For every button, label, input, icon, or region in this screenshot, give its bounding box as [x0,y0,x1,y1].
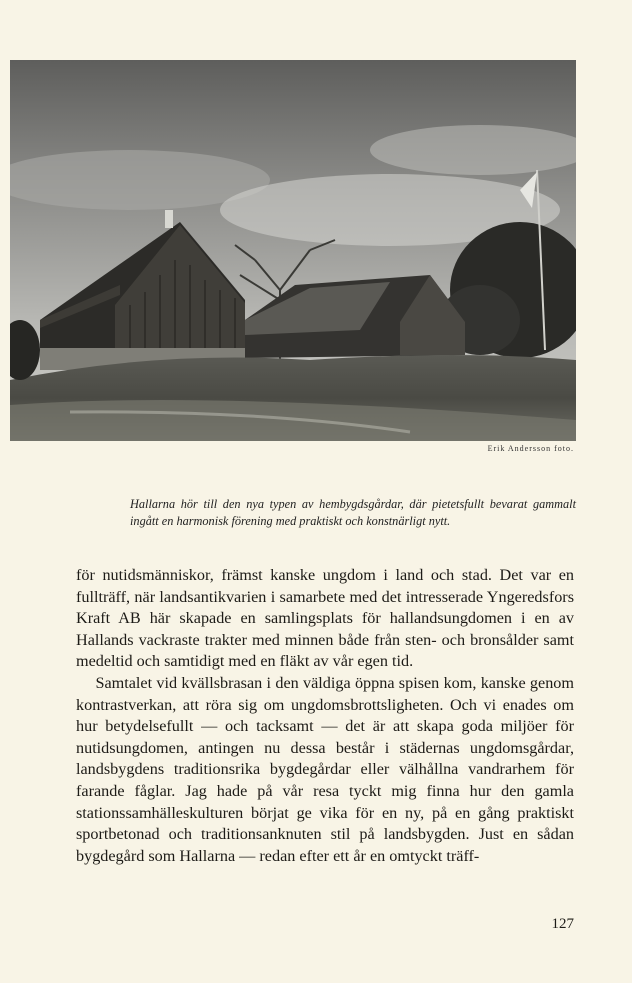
paragraph-1: för nutidsmänniskor, främst kanske ungdom i land och stad. Det var en fullträff, när landsantikvarien i samarbete med det intresserade Yngeredsfors Kraft AB här skapade en samlingsplats för hallandsungdomen i en av Hallands vackraste trakter med minnen både från sten- och bronsålder samt medeltid och samtidigt med en fläkt av vår egen tid. [76,566,574,671]
photo-caption: Hallarna hör till den nya typen av hembygdsgårdar, där pietetsfullt bevarat gammalt ingått en harmonisk förening med praktiskt och konstnärligt nytt. [130,497,576,529]
farmhouse-photo [10,60,576,441]
page-number: 127 [551,916,574,932]
farmhouse-photo-drawing [10,60,576,441]
paragraph-2: Samtalet vid kvällsbrasan i den väldiga öppna spisen kom, kanske genom kontrastverkan, att röra sig om ungdomsbrottsligheten. Och vi enades om hur betydelsefullt — och tacksamt — det är att skapa goda miljöer för nutidsungdomen, antingen nu dessa består i städernas ungdomsgårdar, landsbygdens traditionsrika bygdegårdar eller välhållna vandrarhem för farande fåglar. Jag hade på vår resa tyckt mig finna hur den gamla stationssamhälleskulturen börjat ge vika för en ny, på en gång praktiskt sportbetonad och traditionsanknuten stil på landsbygden. Just en sådan bygdegård som Hallarna — redan efter ett år en omtyckt träff- [76,673,574,865]
photo-credit: Erik Andersson foto. [487,444,574,453]
body-text [76,565,574,867]
